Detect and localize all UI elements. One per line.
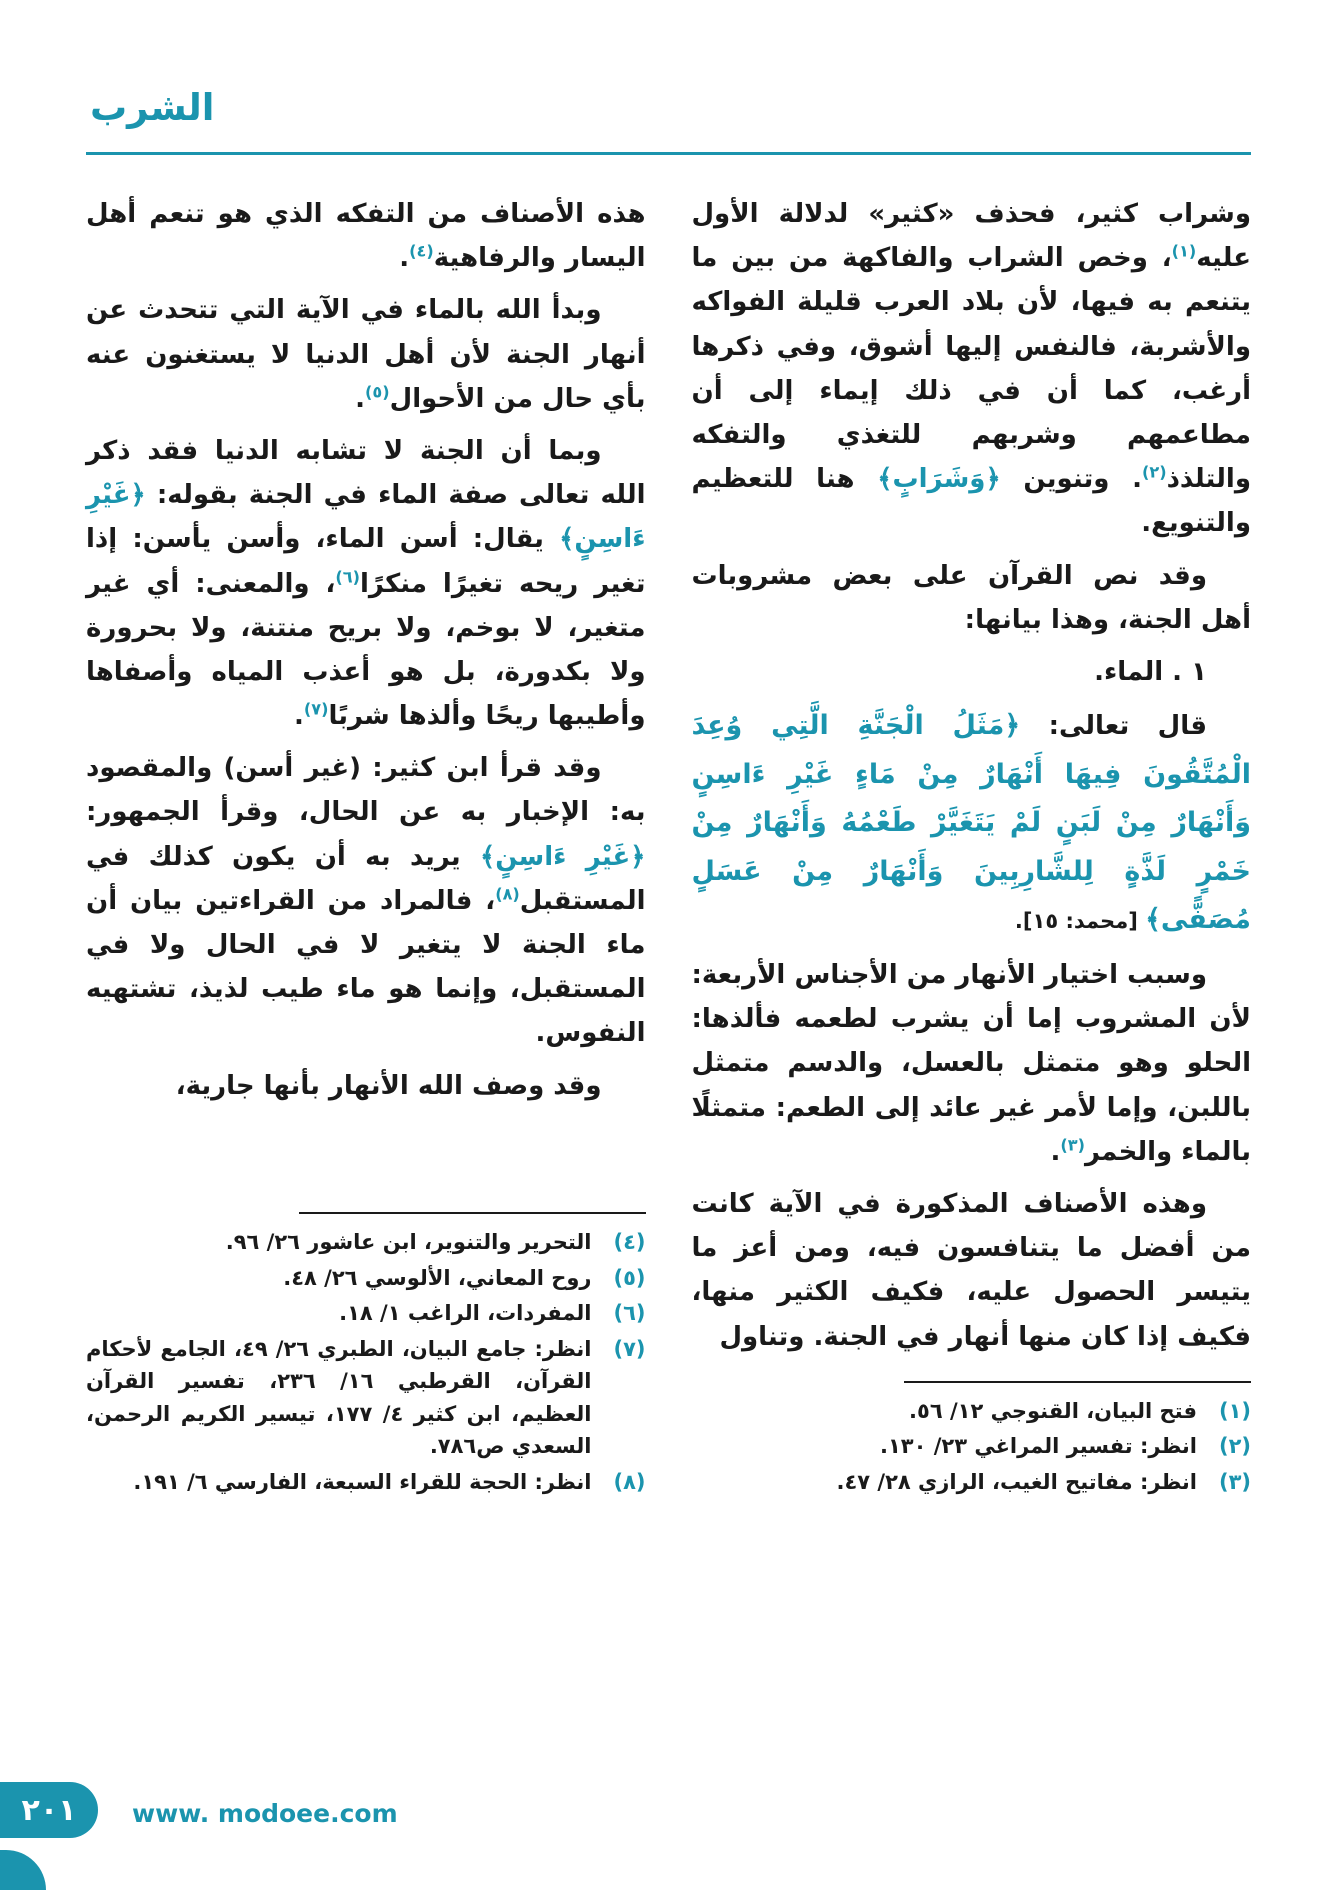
footnote: [692, 1395, 1252, 1428]
paragraph: [692, 1182, 1252, 1359]
page-content: [86, 192, 1251, 1501]
footnote: [86, 1226, 646, 1259]
footnote-list: [692, 1395, 1252, 1499]
paragraph: [692, 192, 1252, 546]
body-text: قال تعالى:: [1020, 711, 1207, 742]
quran-quote: ﴿غَيْرِ ءَاسِنٍ﴾: [480, 841, 646, 872]
column-left-paragraphs: [86, 192, 646, 1116]
corner-decoration: [0, 1850, 46, 1890]
footnote-ref: (٥): [365, 382, 390, 402]
paragraph: [692, 554, 1252, 642]
footnote-number: (٤): [613, 1229, 646, 1254]
paragraph: [692, 650, 1252, 694]
quran-quote: ﴿غَيْرِ ءَاسِنٍ﴾: [86, 480, 646, 555]
body-text: . وتنوين: [1000, 464, 1142, 495]
footnote-text: انظر: مفاتيح الغيب، الرازي ٢٨/ ٤٧.: [836, 1469, 1197, 1494]
body-text: وسبب اختيار الأنهار من الأجناس الأربعة: لأن المشروب إما أن يشرب لطعمه فألذها: الحلو وهو متمثل بالعسل، والدسم متمثل باللبن، وإما لأمر غير عائد إلى الطعم: متمثلًا بالماء والخمر: [691, 960, 1251, 1167]
body-text: وقد نص القرآن على بعض مشروبات أهل الجنة، وهذا بيانها:: [691, 560, 1251, 635]
body-text: ، وخص الشراب والفاكهة من بين ما يتنعم به فيها، لأن بلاد العرب قليلة الفواكه والأشربة، فالنفس إليها أشوق، وفي ذكرها أرغب، كما أن في ذلك إيماء إلى أن مطاعمهم وشربهم للتغذي والتفكه والتلذذ: [691, 243, 1251, 495]
footnote-separator-rule: [904, 1381, 1251, 1383]
footnote-number: (٦): [613, 1301, 646, 1326]
footnote-text: انظر: الحجة للقراء السبعة، الفارسي ٦/ ١٩١.: [133, 1469, 592, 1494]
quran-verse-paragraph: [692, 702, 1252, 945]
body-text: وقد وصف الله الأنهار بأنها جارية،: [175, 1070, 602, 1101]
footnote-ref: (٢): [1141, 462, 1167, 482]
body-text: وبما أن الجنة لا تشابه الدنيا فقد ذكر الله تعالى صفة الماء في الجنة بقوله:: [86, 435, 646, 511]
footnote-number: (١): [1218, 1398, 1251, 1423]
paragraph: [86, 288, 646, 421]
footnote-ref: (٨): [495, 884, 520, 904]
footnote-text: روح المعاني، الألوسي ٢٦/ ٤٨.: [283, 1265, 592, 1290]
column-right-paragraphs: [692, 192, 1252, 1367]
footnote-text: انظر: جامع البيان، الطبري ٢٦/ ٤٩، الجامع لأحكام القرآن، القرطبي ١٦/ ٢٣٦، تفسير القرآن العظيم، ابن كثير ٤/ ١٧٧، تيسير الكريم الرحمن، السعدي ص٧٨٦.: [86, 1336, 592, 1459]
paragraph: [86, 429, 646, 738]
footnote: [692, 1430, 1252, 1463]
footnote-ref: (٤): [409, 241, 434, 261]
footnote-number: (٢): [1218, 1434, 1251, 1459]
footnote: [692, 1466, 1252, 1499]
column-left-footnotes: [86, 1198, 646, 1501]
page-header-title: الشرب: [90, 86, 215, 129]
paragraph: [86, 746, 646, 1055]
paragraph: [692, 953, 1252, 1174]
footnote: [86, 1297, 646, 1330]
footnote: [86, 1262, 646, 1295]
quran-verse: ﴿مَثَلُ الْجَنَّةِ الَّتِي وُعِدَ الْمُتَّقُونَ فِيهَا أَنْهَارٌ مِنْ مَاءٍ غَيْرِ ءَاسِنٍ وَأَنْهَارٌ مِنْ لَبَنٍ لَمْ يَتَغَيَّرْ طَعْمُهُ وَأَنْهَارٌ مِنْ خَمْرٍ لَذَّةٍ لِلشَّارِبِينَ وَأَنْهَارٌ مِنْ عَسَلٍ مُصَفًّى﴾: [691, 710, 1251, 936]
footnote-ref: (٧): [303, 699, 329, 719]
paragraph: [86, 1064, 646, 1108]
footnote-list: [86, 1226, 646, 1498]
body-text: يقال: أسن الماء، وأسن يأسن: إذا تغير ريحه تغيرًا منكرًا: [86, 524, 646, 599]
body-text: ، فالمراد من القراءتين بيان أن ماء الجنة لا يتغير لا في الحال ولا في المستقبل، وإنما هو ماء طيب لذيذ، تشتهيه النفوس.: [86, 885, 646, 1049]
body-text: هذه الأصناف من التفكه الذي هو تنعم أهل اليسار والرفاهية: [86, 199, 646, 274]
body-text: ، والمعنى: أي غير متغير، لا بوخم، ولا بريح منتنة، ولا بحرورة ولا بكدورة، بل هو أعذب المياه وأصفاها وأطيبها ريحًا وألذها شربًا: [86, 568, 646, 732]
column-right-footnotes: [692, 1367, 1252, 1502]
footnote-number: (٨): [613, 1469, 646, 1494]
body-text: .: [355, 383, 366, 414]
body-text: ١ . الماء.: [1094, 656, 1207, 687]
body-text: وقد قرأ ابن كثير: (غير أسن) والمقصود به: الإخبار به عن الحال، وقرأ الجمهور:: [86, 753, 646, 828]
column-right: [692, 192, 1252, 1501]
body-text: وشراب كثير، فحذف «كثير» لدلالة الأول عليه: [691, 199, 1251, 274]
body-text: وبدأ الله بالماء في الآية التي تتحدث عن أنهار الجنة لأن أهل الدنيا لا يستغنون عنه بأي حال من الأحوال: [86, 295, 646, 414]
body-text: .: [1050, 1136, 1061, 1167]
body-text: هنا للتعظيم والتنويع.: [691, 464, 1251, 539]
footnote-ref: (٣): [1060, 1135, 1085, 1155]
footnote-text: انظر: تفسير المراغي ٢٣/ ١٣٠.: [879, 1434, 1197, 1459]
body-text: .: [294, 701, 304, 732]
body-text: .: [399, 243, 410, 274]
footnote-text: المفردات، الراغب ١/ ١٨.: [339, 1301, 592, 1326]
footnote-ref: (١): [1171, 241, 1197, 261]
footnote-text: التحرير والتنوير، ابن عاشور ٢٦/ ٩٦.: [225, 1229, 592, 1254]
header-rule: [86, 152, 1251, 155]
footnote: [86, 1333, 646, 1463]
paragraph: [86, 192, 646, 280]
footnote-number: (٥): [613, 1265, 646, 1290]
page-number-pill: [0, 1782, 98, 1838]
website-link[interactable]: www. modoee.com: [132, 1799, 398, 1828]
footnote-separator-rule: [299, 1212, 646, 1214]
footnote-text: فتح البيان، القنوجي ١٢/ ٥٦.: [909, 1398, 1197, 1423]
footnote-number: (٧): [613, 1336, 646, 1361]
quran-quote: ﴿وَشَرَابٍ﴾: [877, 464, 1001, 495]
page-number: ٢٠١: [21, 1792, 77, 1828]
verse-citation: [محمد: ١٥].: [1014, 909, 1146, 934]
column-left: [86, 192, 646, 1501]
body-text: وهذه الأصناف المذكورة في الآية كانت من أفضل ما يتنافسون فيه، ومن أعز ما يتيسر الحصول عليه، فكيف الكثير منها، فكيف إذا كان منها أنهار في الجنة. وتناول: [691, 1188, 1251, 1352]
footnote-number: (٣): [1218, 1469, 1251, 1494]
body-text: يريد به أن يكون كذلك في المستقبل: [86, 841, 646, 916]
footnote: [86, 1466, 646, 1499]
footnote-ref: (٦): [335, 566, 360, 586]
